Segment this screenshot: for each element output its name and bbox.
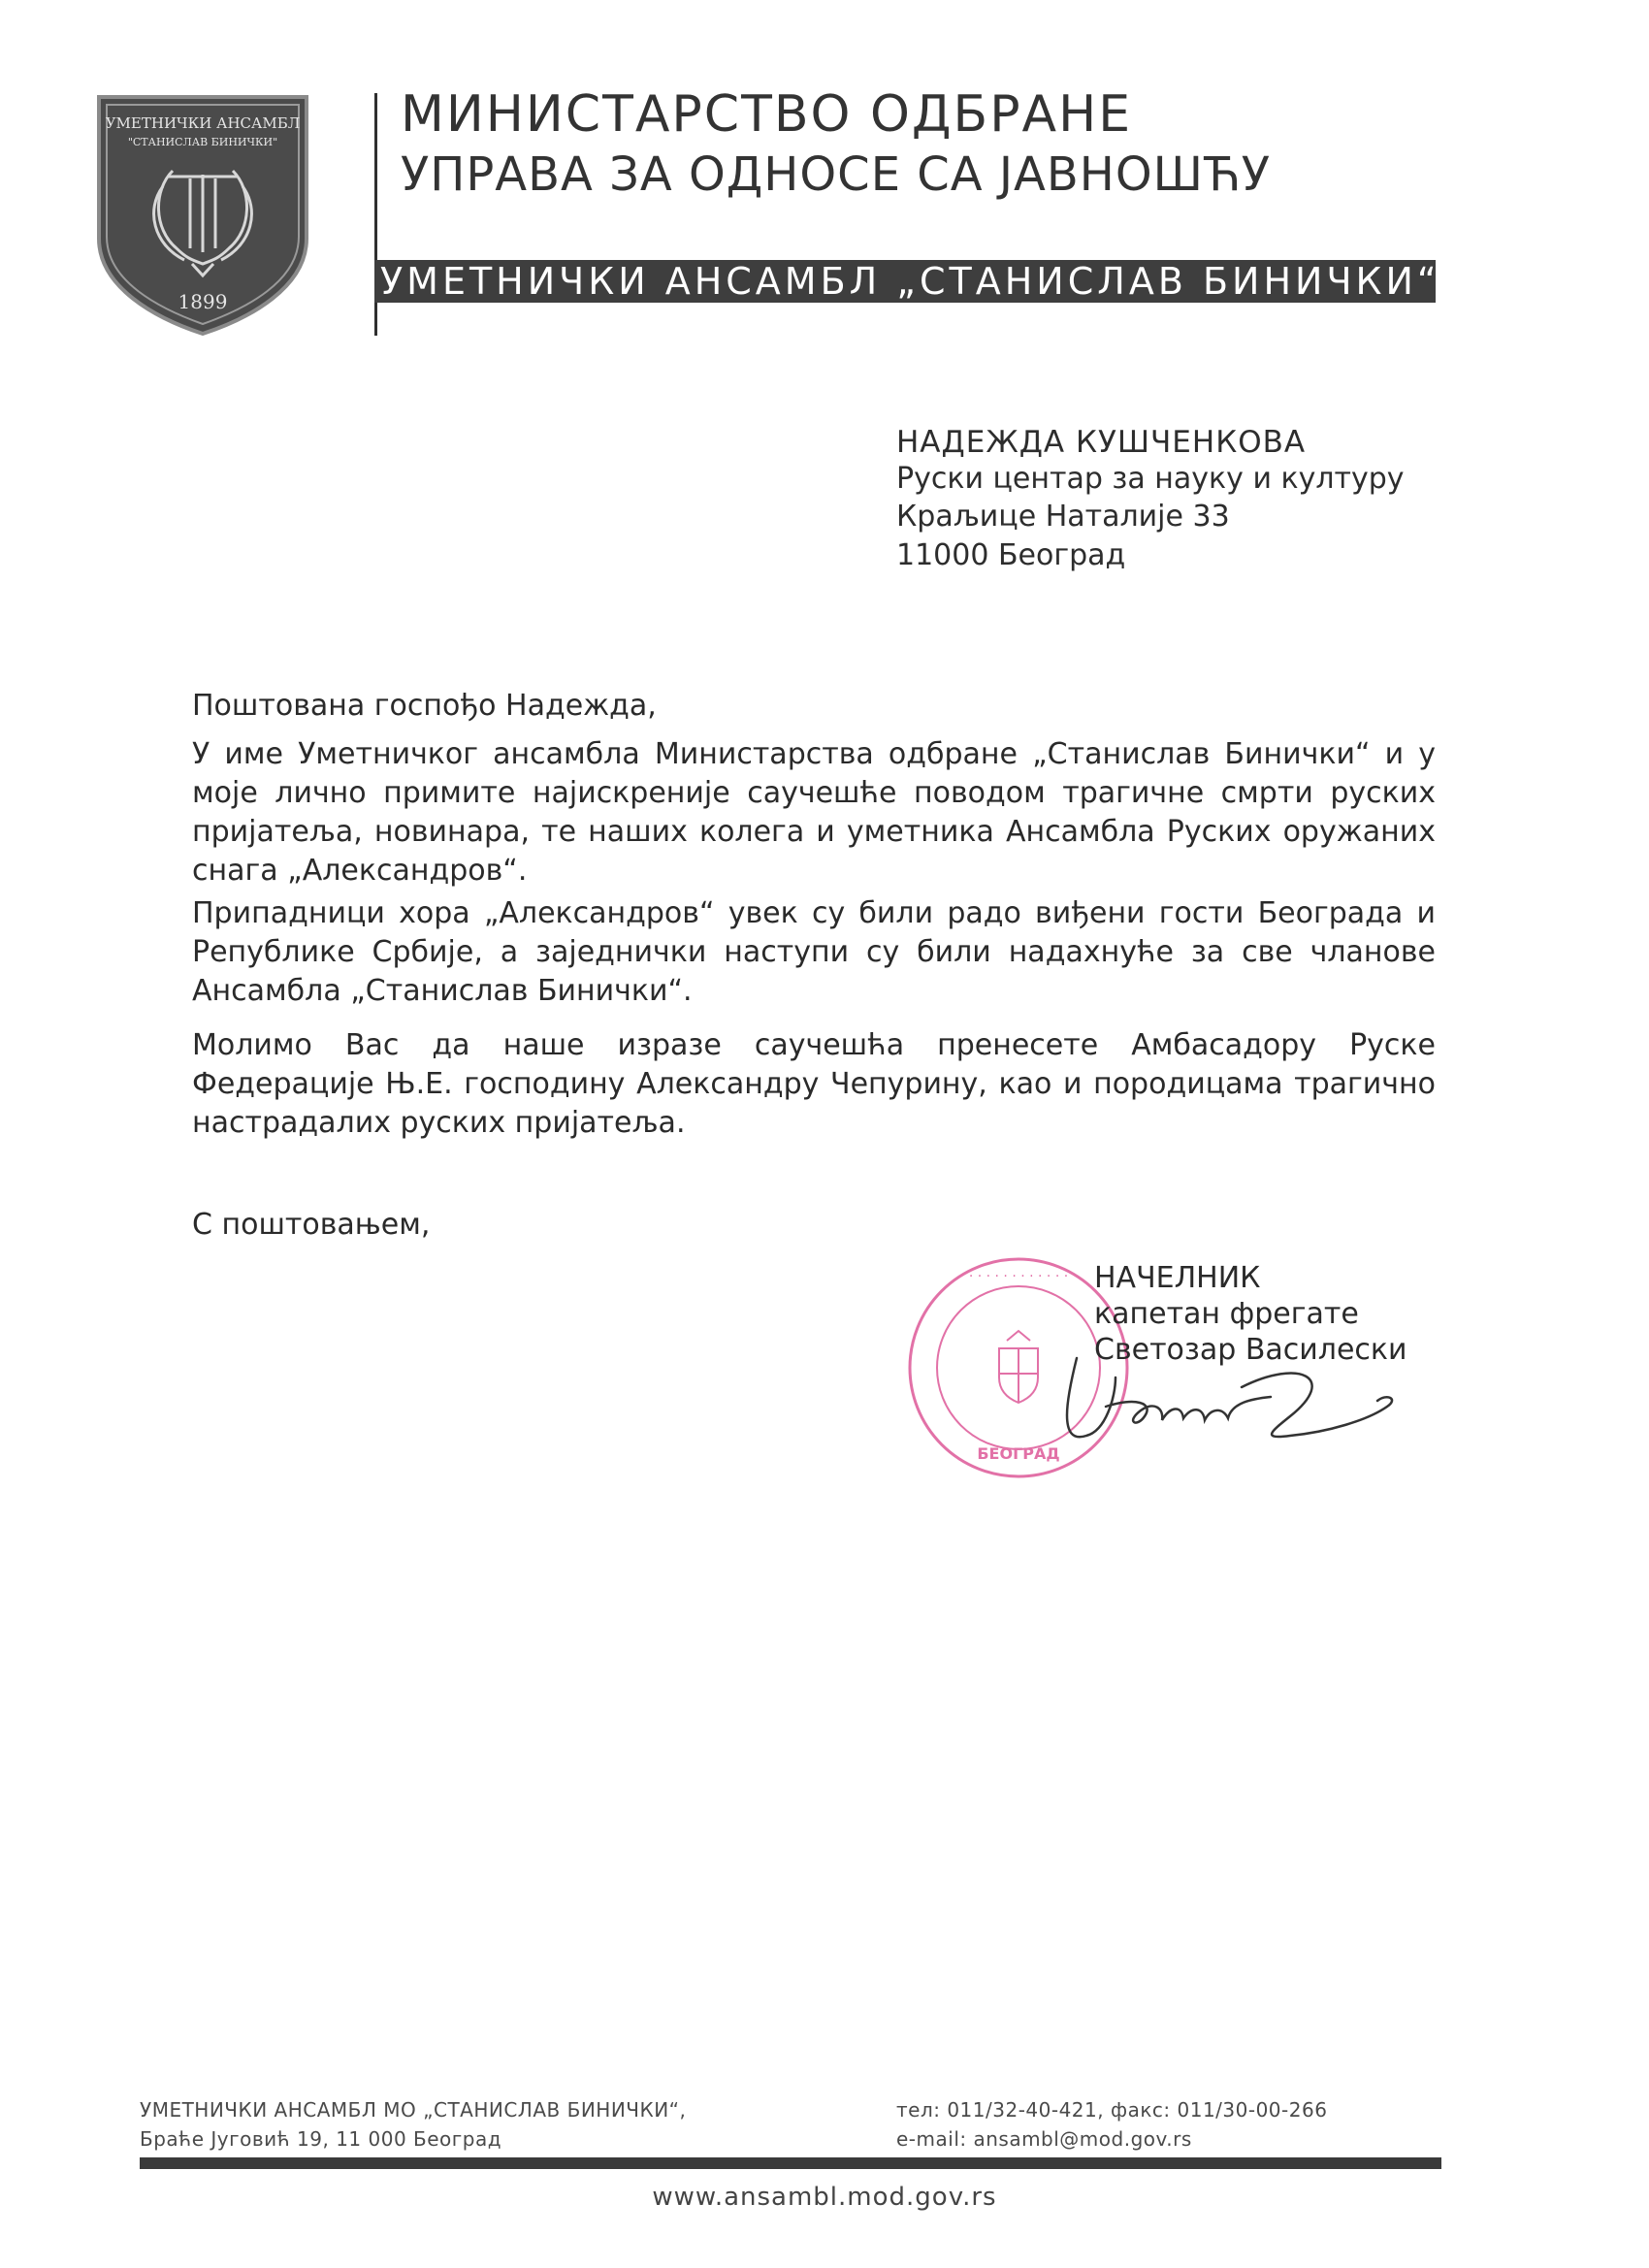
logo-line2: "СТАНИСЛАВ БИНИЧКИ" <box>127 136 278 148</box>
closing: С поштовањем, <box>192 1208 431 1242</box>
coat-of-arms-icon <box>999 1331 1038 1403</box>
footer-address: Браће Југовић 19, 11 000 Београд <box>140 2127 502 2151</box>
signatory-title: НАЧЕЛНИК <box>1094 1261 1261 1295</box>
logo-year: 1899 <box>178 290 228 313</box>
recipient-street: Краљице Наталије 33 <box>896 500 1230 534</box>
footer-website: www.ansambl.mod.gov.rs <box>652 2183 997 2212</box>
footer-phone: тел: 011/32-40-421, факс: 011/30-00-266 <box>896 2098 1328 2122</box>
ministry-title: МИНИСТАРСТВО ОДБРАНЕ <box>401 85 1133 144</box>
svg-text:· · · · · · · · · · · ·: · · · · · · · · · · · · <box>968 1269 1069 1284</box>
ensemble-emblem-logo <box>95 93 310 336</box>
recipient-organization: Руски центар за науку и културу <box>896 462 1405 496</box>
letter-paragraph: Припадници хора „Александров“ увек су били радо виђени гости Београда и Републике Србије, а заједнички наступи су били надахнуће за све чланове Ансамбла „Станислав Бинички“. <box>192 896 1436 1008</box>
stamp-city: БЕОГРАД <box>977 1444 1060 1463</box>
signatory-name: Светозар Василески <box>1094 1333 1407 1367</box>
handwritten-signature <box>1048 1339 1416 1455</box>
salutation: Поштована госпођо Надежда, <box>192 689 657 723</box>
letter-paragraph: Молимо Вас да наше изразе саучешћа пренесете Амбасадору Руске Федерације Њ.Е. господину Александру Чепурину, као и породицама трагично настрадалих руских пријатеља. <box>192 1028 1436 1140</box>
ensemble-banner: УМЕТНИЧКИ АНСАМБЛ „СТАНИСЛАВ БИНИЧКИ“ <box>374 260 1436 303</box>
recipient-city: 11000 Београд <box>896 538 1126 572</box>
footer-email: e-mail: ansambl@mod.gov.rs <box>896 2127 1192 2151</box>
footer-organization: УМЕТНИЧКИ АНСАМБЛ МО „СТАНИСЛАВ БИНИЧКИ“, <box>140 2098 687 2122</box>
recipient-name: НАДЕЖДА КУШЧЕНКОВА <box>896 425 1307 460</box>
directorate-title: УПРАВА ЗА ОДНОСЕ СА ЈАВНОШЋУ <box>401 147 1271 202</box>
footer-divider <box>140 2157 1441 2169</box>
letter-paragraph: У име Уметничког ансамбла Министарства одбране „Станислав Бинички“ и у моје лично примите најискреније саучешће поводом трагичне смрти руских пријатеља, новинара, те наших колега и уметника Ансамбла Руских оружаних снага „Александров“. <box>192 737 1436 888</box>
signatory-rank: капетан фрегате <box>1094 1297 1359 1331</box>
logo-line1: УМЕТНИЧКИ АНСАМБЛ <box>105 114 301 132</box>
